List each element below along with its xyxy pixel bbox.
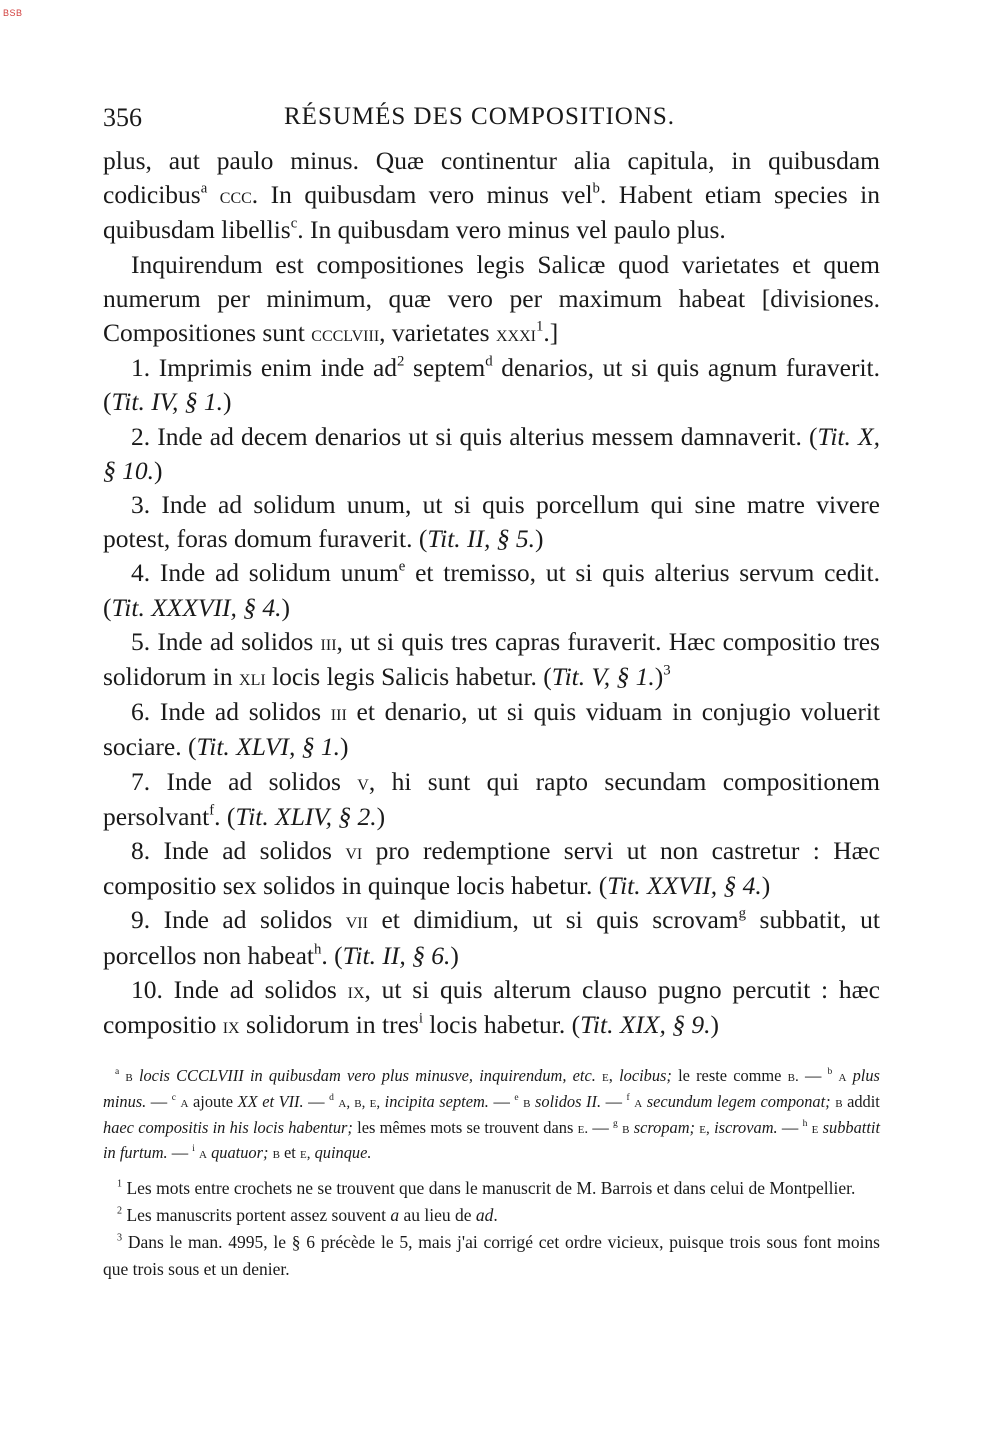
intro-paragraph-2: Inquirendum est compositiones legis Salicæ quod varietates et quem numerum per minimum, quæ vero per maximum habeat [divisiones. Compositiones sunt ccclviii, varietates xxxi$^1$.] — [103, 249, 880, 348]
list-item-6: 6. Inde ad solidos iii et denario, ut si quis viduam in conjugio voluerit sociare. (Tit. XLVI, § 1.) — [103, 697, 880, 762]
footnotes — [103, 1175, 880, 1283]
title-reference: Tit. II, § 6. — [342, 940, 451, 970]
running-title: RÉSUMÉS DES COMPOSITIONS. — [284, 103, 676, 130]
list-item-8: 8. Inde ad solidos vi pro redemptione servi ut non castretur : Hæc compositio sex solidos in quinque locis habetur. (Tit. XXVII, § 4.) — [103, 836, 880, 901]
footnote-1: $^1$ Les mots entre crochets ne se trouvent que dans le manuscrit de M. Barrois et dans celui de Montpellier. — [117, 1178, 856, 1198]
list-item-1: 1. Imprimis enim inde $ad^2$ septem$^d$ denarios, ut si quis agnum furaverit. (Tit. IV, § 1.) — [103, 353, 880, 417]
page-header — [103, 103, 883, 137]
list-item-5: 5. Inde ad solidos iii, ut si quis tres capras furaverit. Hæc compositio tres solidorum in xli locis legis Salicis habetur. (Tit. V, § 1.)$^3$ — [103, 626, 880, 692]
page-number: 356 — [103, 103, 142, 132]
variant-notes: $^a$ b locis CCCLVIII in quibusdam vero plus minusve, inquirendum, etc. e, locibus; le reste comme b. — $^b$ a plus minus. — $^c$ a ajoute XX et VII. — $^d$ a, b, e, incipita septem. — $^e$ b solidos II. — $^f$ a secundum legem componat; b addit haec compositis in his locis habentur; les mêmes mots se trouvent dans e. — $^g$ b scropam; e, iscrovam. — $^h$ e subbattit in furtum. — $^i$ a quatuor; b et e, quinque. — [103, 1066, 881, 1163]
footnote-3: $^3$ Dans le man. 4995, le § 6 précède le 5, mais j'ai corrigé cet ordre vicieux, puisque trois sous font moins que trois sous et un denier. — [103, 1232, 880, 1279]
footnote-2: $^2$ Les manuscrits portent assez souvent a au lieu de ad. — [117, 1205, 498, 1225]
title-reference: Tit. IV, § 1. — [111, 387, 223, 417]
library-stamp: BSB — [3, 8, 23, 18]
list-item-2: 2. Inde ad decem denarios ut si quis alterius messem damnaverit. (Tit. X, § 10.) — [103, 421, 880, 485]
list-item-10: 10. Inde ad solidos ix, ut si quis alterum clauso pugno percutit : hæc compositio ix solidorum in tres$^i$ locis habetur. (Tit. XIX, § 9.) — [103, 974, 880, 1040]
title-reference: Tit. X, § 10. — [103, 421, 880, 485]
intro-paragraph-1: plus, aut paulo minus. Quæ continentur alia capitula, in quibusdam codicibus$^a$ ccc. In quibusdam vero minus vel$^b$. Habent etiam species in quibusdam libellis$^c$. In quibusdam vero minus vel paulo plus. — [103, 146, 880, 245]
title-reference: Tit. XXXVII, § 4. — [111, 592, 282, 622]
main-text — [103, 144, 880, 1043]
list-item-9: 9. Inde ad solidos vii et dimidium, ut si quis scrovam$^g$ subbatit, ut porcellos non habeat$^h$. (Tit. II, § 6.) — [103, 905, 880, 970]
title-reference: Tit. XXVII, § 4. — [607, 871, 762, 901]
title-reference: Tit. V, § 1. — [551, 662, 655, 692]
list-item-3: 3. Inde ad solidum unum, ut si quis porcellum qui sine matre vivere potest, foras domum furaverit. (Tit. II, § 5.) — [103, 490, 880, 554]
title-reference: Tit. II, § 5. — [427, 524, 536, 554]
list-item-4: 4. Inde ad solidum unum$^e$ et tremisso, ut si quis alterius servum cedit. (Tit. XXXVII, § 4.) — [103, 558, 880, 622]
list-item-7: 7. Inde ad solidos v, hi sunt qui rapto secundam compositionem persolvant$^f$. (Tit. XLIV, § 2.) — [103, 766, 880, 831]
title-reference: Tit. XLIV, § 2. — [235, 801, 377, 831]
variant-readings — [103, 1064, 880, 1167]
title-reference: Tit. XLVI, § 1. — [196, 732, 341, 762]
title-reference: Tit. XIX, § 9. — [580, 1010, 711, 1040]
